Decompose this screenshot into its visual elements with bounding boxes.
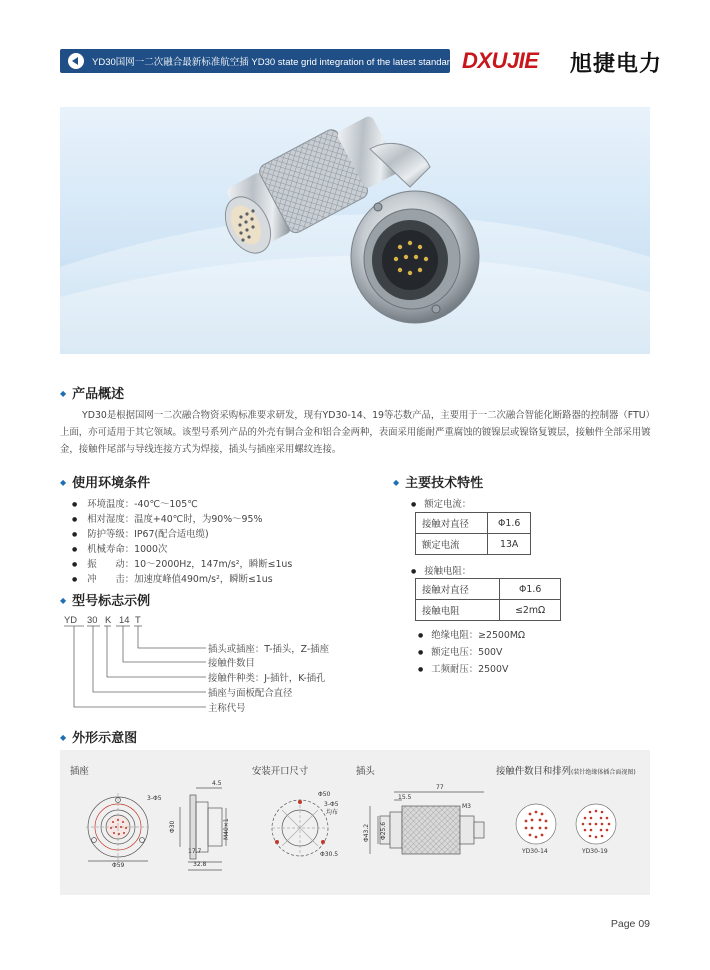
withstand-voltage: ● 工频耐压：2500V [418, 661, 508, 675]
dim-label: Φ30.5 [320, 851, 339, 858]
table-cell: 接触电阻 [416, 600, 500, 621]
model-heading: ◆ 型号标志示例 [60, 590, 150, 609]
socket-front-view [86, 793, 150, 861]
list-item: ● 相对湿度：温度+40℃时，为90%～95% [72, 511, 292, 526]
rated-current-label: ● 额定电流： [411, 496, 471, 510]
dim-label: M40×1 [223, 818, 230, 840]
brand-logo-latin: DXUJIE [462, 48, 539, 73]
dim-label: Φ43.2 [363, 823, 370, 842]
insert-label: YD30-19 [582, 848, 608, 855]
code-part: K [105, 614, 112, 625]
list-item: ● 冲 击：加速度峰值490m/s²，瞬断≤1us [72, 571, 292, 586]
overview-text: YD30是根据国网一二次融合物资采购标准要求研发，现有YD30-14、19等芯数产品，主要用于一二次融合智能化断路器的控制器（FTU）上面，亦可适用于其它领域。该型号系列产品的外壳有铜合金和铝合金两种，表面采用能耐严重腐蚀的镀镍层或镍铬复镀层，接触件全部采用镀金，接触件尾部与导线连接方式为焊接，插头与插座采用螺纹连接。 [60, 410, 651, 455]
insulation-resistance: ● 绝缘电阻：≥2500MΩ [418, 627, 525, 641]
socket-label: 插座 [70, 766, 89, 777]
page-number: Page 09 [610, 918, 650, 930]
code-part: 14 [119, 614, 130, 625]
table-cell: 13A [488, 534, 531, 555]
header-title: YD30国网一二次融合最新标准航空插 YD30 state grid integration of the latest standard aviation plug [92, 57, 512, 68]
model-leader-lines [60, 620, 210, 720]
current-table [415, 512, 531, 555]
insert-label: YD30-14 [522, 848, 548, 855]
table-cell: 接触对直径 [416, 579, 500, 600]
plug-side-view [370, 792, 484, 854]
table-row [416, 513, 531, 534]
dim-label: 均布 [326, 809, 339, 816]
contacts-title: 接触件数目和排列 [496, 766, 572, 777]
environment-list [72, 496, 292, 586]
cutout-label: 安装开口尺寸 [252, 766, 309, 777]
code-part: YD [64, 614, 78, 625]
table-row [416, 579, 561, 600]
dim-label: 4.5 [212, 780, 222, 787]
legend-item: 接触件种类：J-插针，K-插孔 [208, 673, 326, 684]
dim-label: 15.5 [398, 794, 412, 801]
dim-label: Φ25.6 [380, 821, 387, 840]
dim-label: 32.8 [193, 861, 207, 868]
legend-item: 接触件数目 [208, 658, 255, 669]
dim-label: Φ50 [318, 791, 331, 798]
table-cell: 额定电流 [416, 534, 488, 555]
outline-heading: ◆ 外形示意图 [60, 727, 137, 746]
table-row [416, 600, 561, 621]
table-cell: 接触对直径 [416, 513, 488, 534]
environment-heading: ◆ 使用环境条件 [60, 472, 150, 491]
table-row [416, 534, 531, 555]
resistance-table [415, 578, 561, 621]
plug-label: 插头 [356, 766, 375, 777]
back-arrow-icon[interactable] [68, 53, 84, 69]
dim-label: 17.7 [188, 848, 202, 855]
legend-item: 主称代号 [208, 703, 246, 714]
table-cell: Φ1.6 [488, 513, 531, 534]
dim-label: Φ30 [169, 820, 176, 833]
dim-label: 77 [436, 784, 444, 791]
cutout-view [272, 800, 328, 856]
dim-label: 3-Φ5 [324, 801, 339, 808]
contact-resistance-label: ● 接触电阻： [411, 563, 471, 577]
list-item: ● 环境温度：-40℃～105℃ [72, 496, 292, 511]
technical-heading: ◆ 主要技术特性 [393, 472, 483, 491]
list-item: ● 防护等级：IP67(配合适电缆) [72, 526, 292, 541]
socket-side-view [180, 788, 226, 870]
list-item: ● 振 动：10～2000Hz，147m/s²，瞬断≤1us [72, 556, 292, 571]
rated-voltage: ● 额定电压：500V [418, 644, 502, 658]
outline-drawing-panel [60, 750, 650, 895]
overview-heading: ◆ 产品概述 [60, 383, 124, 402]
technical-drawings [60, 750, 650, 895]
dim-label: M3 [462, 803, 471, 810]
connector-illustration [60, 107, 650, 354]
table-cell: ≤2mΩ [500, 600, 561, 621]
code-part: 30 [87, 614, 98, 625]
list-item: ● 机械寿命：1000次 [72, 541, 292, 556]
product-photo [60, 107, 650, 354]
contacts-note: (装针绝缘体插合面视图) [571, 769, 636, 776]
code-part: T [135, 614, 141, 625]
brand-name: 旭捷电力 [570, 52, 663, 77]
legend-item: 插头或插座：T-插头，Z-插座 [208, 644, 330, 655]
legend-item: 插座与面板配合直径 [208, 688, 293, 699]
table-cell: Φ1.6 [500, 579, 561, 600]
dim-label: 3-Φ5 [147, 795, 162, 802]
dim-label: Φ59 [112, 862, 125, 869]
